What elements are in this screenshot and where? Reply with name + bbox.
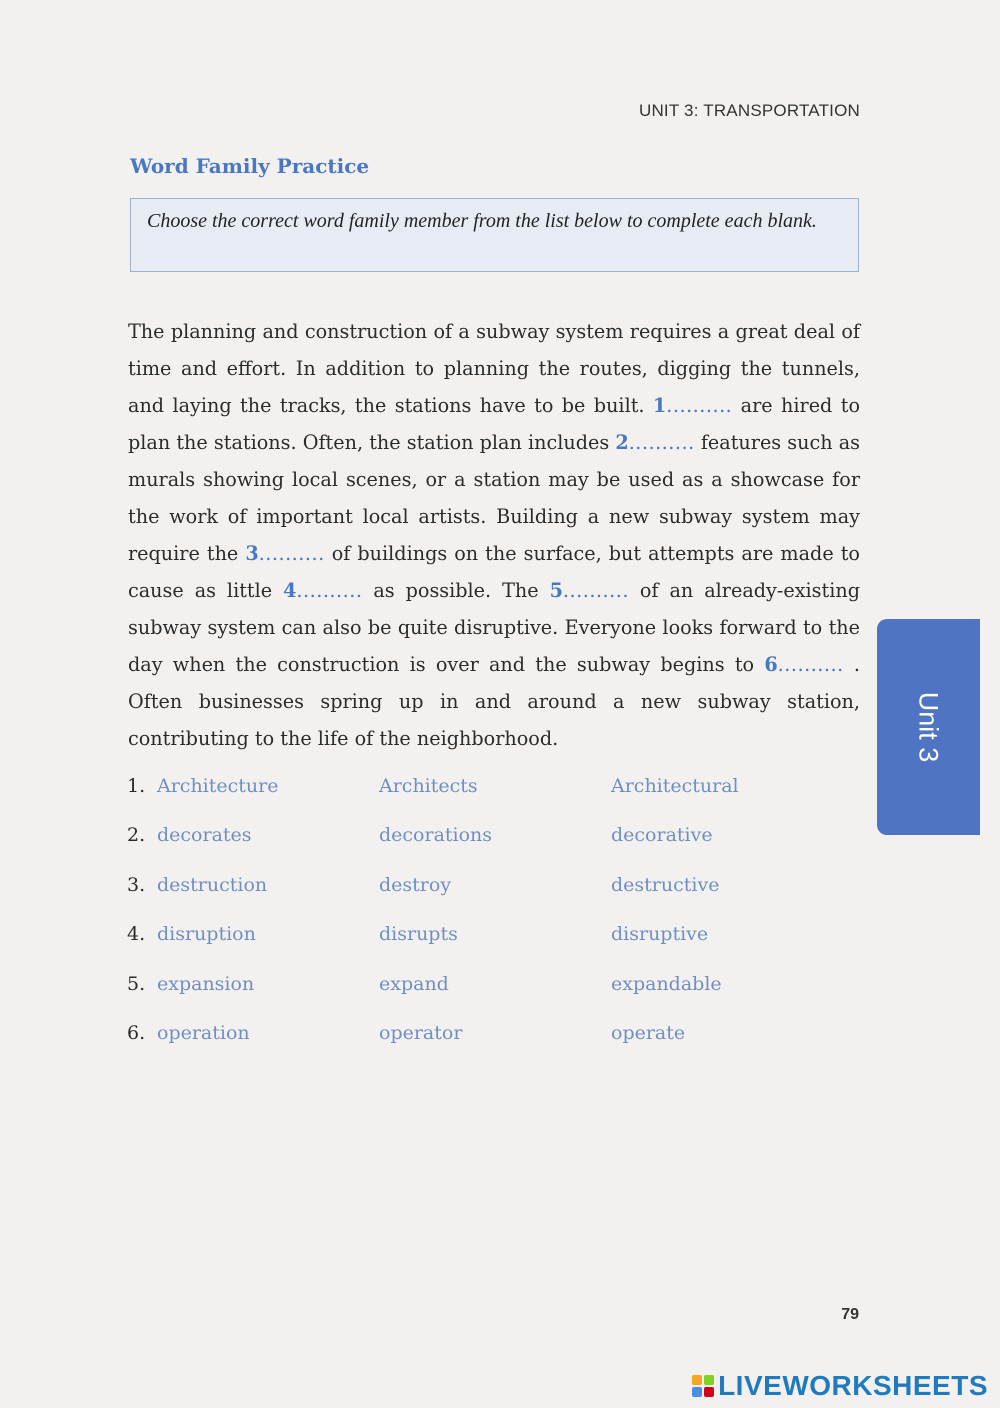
unit-tab xyxy=(877,619,980,835)
option-word[interactable]: decorative xyxy=(611,824,713,847)
option-word[interactable]: destructive xyxy=(611,873,720,896)
option-number: 5. xyxy=(127,972,146,995)
blank-4-number: 4 xyxy=(283,579,297,602)
option-word[interactable]: expansion xyxy=(157,972,255,995)
option-word[interactable]: expandable xyxy=(611,972,722,995)
option-row-3 xyxy=(127,871,767,920)
word-options-list xyxy=(127,772,767,1068)
option-number: 4. xyxy=(127,923,146,946)
liveworksheets-brand[interactable] xyxy=(691,1370,988,1402)
passage-text: as possible. The xyxy=(362,579,550,602)
option-word[interactable]: operate xyxy=(611,1021,686,1044)
option-word[interactable]: operator xyxy=(379,1021,463,1044)
option-row-1 xyxy=(127,772,767,821)
blank-1-number: 1 xyxy=(652,394,667,417)
passage-text: are hired to plan the stations. Often, the station plan includes xyxy=(128,394,860,454)
option-word[interactable]: disrupts xyxy=(379,923,458,946)
option-word[interactable]: Architecture xyxy=(157,775,279,797)
brand-text: LIVEWORKSHEETS xyxy=(718,1370,988,1401)
page-number: 79 xyxy=(841,1306,859,1323)
option-number: 2. xyxy=(127,824,146,847)
unit-tab-label: Unit 3 xyxy=(913,691,944,763)
option-number: 3. xyxy=(127,873,146,896)
option-word[interactable]: destruction xyxy=(157,873,268,896)
option-row-2 xyxy=(127,821,767,870)
passage-text: of buildings on the surface, but attempts are made to cause as little xyxy=(128,542,860,602)
option-row-5 xyxy=(127,970,767,1019)
option-word[interactable]: expand xyxy=(379,972,449,995)
unit-header: UNIT 3: TRANSPORTATION xyxy=(638,101,860,120)
option-number: 6. xyxy=(127,1021,146,1044)
option-word[interactable]: disruptive xyxy=(611,923,709,946)
section-title: Word Family Practice xyxy=(130,154,370,178)
blank-5[interactable]: .......... xyxy=(562,579,629,602)
option-word[interactable]: Architectural xyxy=(611,775,739,797)
passage-text: . Often businesses spring up in and around a new subway station, contributing to the life of the neighborhood. xyxy=(128,653,860,750)
passage-text: features such as murals showing local scenes, or a station may be used as a showcase for the work of important local artists. Building a new subway system may require the xyxy=(128,431,860,565)
instruction-box xyxy=(130,198,859,272)
instruction-text: Choose the correct word family member from the list below to complete each blank. xyxy=(147,210,817,232)
option-word[interactable]: operation xyxy=(157,1021,250,1044)
passage-text: of an already-existing subway system can also be quite disruptive. Everyone looks forward to the day when the construction is over and the subway begins to xyxy=(128,579,861,676)
option-row-4 xyxy=(127,920,767,969)
blank-2[interactable]: .......... xyxy=(628,431,695,454)
blank-4[interactable]: .......... xyxy=(296,579,363,602)
liveworksheets-logo-icon xyxy=(691,1374,715,1398)
blank-5-number: 5 xyxy=(549,579,563,602)
blank-2-number: 2 xyxy=(615,431,629,454)
option-row-6 xyxy=(127,1019,767,1068)
option-word[interactable]: decorates xyxy=(157,824,252,847)
blank-3[interactable]: .......... xyxy=(258,542,325,565)
blank-6-number: 6 xyxy=(764,653,778,676)
option-number: 1. xyxy=(127,775,146,797)
blank-1[interactable]: .......... xyxy=(666,394,733,417)
blank-6[interactable]: .......... xyxy=(777,653,844,676)
option-word[interactable]: disruption xyxy=(157,923,256,946)
reading-passage xyxy=(128,313,860,757)
blank-3-number: 3 xyxy=(245,542,259,565)
option-word[interactable]: Architects xyxy=(379,775,478,797)
option-word[interactable]: destroy xyxy=(379,873,452,896)
option-word[interactable]: decorations xyxy=(379,824,493,847)
passage-text: The planning and construction of a subway system requires a great deal of time and effort. In addition to planning the routes, digging the tunnels, and laying the tracks, the stations have to be built. xyxy=(128,320,860,417)
